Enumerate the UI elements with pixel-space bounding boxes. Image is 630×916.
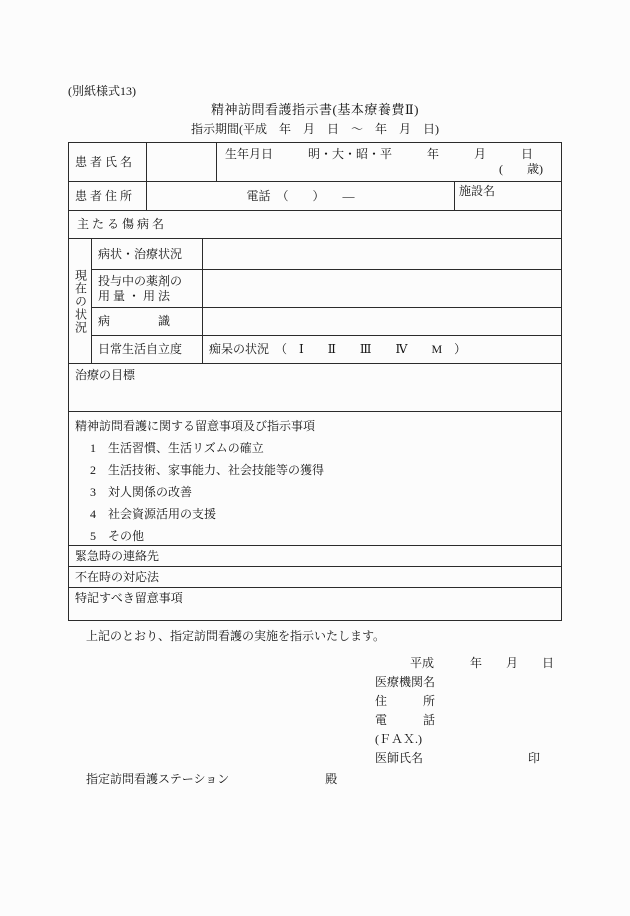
- patient-name-label: 患 者 氏 名: [75, 154, 133, 169]
- insight-label: 病 識: [98, 314, 171, 329]
- treatment-goal-row: [69, 363, 561, 411]
- patient-name-field: [146, 143, 216, 181]
- instructions-cell: [69, 412, 561, 545]
- birth-month-label: 月: [473, 147, 486, 162]
- birthdate-label: 生年月日: [225, 147, 274, 162]
- instructions-title: 精神訪問看護に関する留意事項及び指示事項: [75, 419, 316, 434]
- birthdate-line: [225, 147, 543, 162]
- status-row-symptoms: [92, 239, 561, 269]
- fax-label: (ＦＡＸ.): [375, 732, 422, 747]
- patient-name-row: [69, 143, 561, 181]
- absence-response-label: 不在時の対応法: [75, 569, 160, 584]
- medication-field: [202, 270, 561, 307]
- instruction-period: 指示期間(平成 年 月 日 ～ 年 月 日): [191, 122, 439, 137]
- doctor-line: [375, 749, 562, 768]
- seal-mark: 印: [527, 751, 540, 766]
- patient-address-row: [69, 181, 561, 210]
- symptoms-label: 病状・治療状況: [98, 246, 183, 261]
- absence-response-row: [69, 566, 561, 587]
- treatment-goal-label: 治療の目標: [75, 368, 136, 383]
- special-notes-row: [69, 587, 561, 620]
- doctor-name-label: 医師氏名: [375, 751, 424, 766]
- birth-year-label: 年: [426, 147, 439, 162]
- medication-label: [92, 270, 202, 307]
- patient-address-label: 患 者 住 所: [75, 188, 133, 203]
- instruction-item: 3 対人関係の改善: [90, 485, 193, 500]
- instruction-item: 5 その他: [90, 529, 145, 544]
- status-row-medication: [92, 269, 561, 307]
- dementia-scale-label: 痴呆の状況 （ Ⅰ Ⅱ Ⅲ Ⅳ M ）: [202, 336, 561, 363]
- emergency-contact-row: [69, 545, 561, 566]
- current-status-rows: [91, 239, 561, 363]
- main-disease-label: 主 た る 傷 病 名: [77, 217, 165, 232]
- form-number: (別紙様式13): [68, 84, 136, 98]
- instruction-item: 1 生活習慣、生活リズムの確立: [90, 441, 264, 456]
- medication-label-line2: 用 量 ・ 用 法: [98, 288, 171, 303]
- symptoms-field: [202, 239, 561, 269]
- current-status-block: [69, 238, 561, 363]
- status-row-insight: [92, 307, 561, 335]
- medication-label-line1: 投与中の薬剤の: [98, 273, 183, 288]
- closing-statement: 上記のとおり、指定訪問看護の実施を指示いたします。: [86, 629, 386, 644]
- form-table: [68, 142, 562, 621]
- sign-block: [375, 654, 562, 768]
- instruction-item: 4 社会資源活用の支援: [90, 507, 217, 522]
- phone-label: 電話 （ ） —: [146, 182, 454, 210]
- dono-honorific: 殿: [325, 772, 338, 787]
- insight-field: [202, 308, 561, 335]
- age-label: ( 歳): [499, 162, 543, 177]
- institution-phone-label: 電 話: [375, 713, 436, 728]
- main-disease-row: [69, 210, 561, 238]
- birthdate-cell: [216, 143, 561, 181]
- status-row-independence: [92, 335, 561, 363]
- current-status-label: 現在の状況: [73, 268, 88, 334]
- station-line: [86, 772, 562, 787]
- page-title: 精神訪問看護指示書(基本療養費Ⅱ): [211, 102, 419, 117]
- instructions-row: [69, 411, 561, 545]
- current-status-strip: [69, 239, 91, 363]
- instruction-item: 2 生活技術、家事能力、社会技能等の獲得: [90, 463, 325, 478]
- issue-date-line: 平成 年 月 日: [410, 656, 555, 671]
- emergency-contact-label: 緊急時の連絡先: [75, 548, 160, 563]
- birth-era-options: 明・大・昭・平: [307, 147, 392, 162]
- birth-day-label: 日: [520, 147, 533, 162]
- special-notes-label: 特記すべき留意事項: [75, 591, 183, 606]
- independence-label: 日常生活自立度: [98, 342, 183, 357]
- institution-address-label: 住 所: [375, 694, 436, 709]
- facility-name-label: 施設名: [454, 182, 561, 210]
- station-name-label: 指定訪問看護ステーション: [86, 772, 230, 787]
- institution-name-label: 医療機関名: [375, 675, 436, 690]
